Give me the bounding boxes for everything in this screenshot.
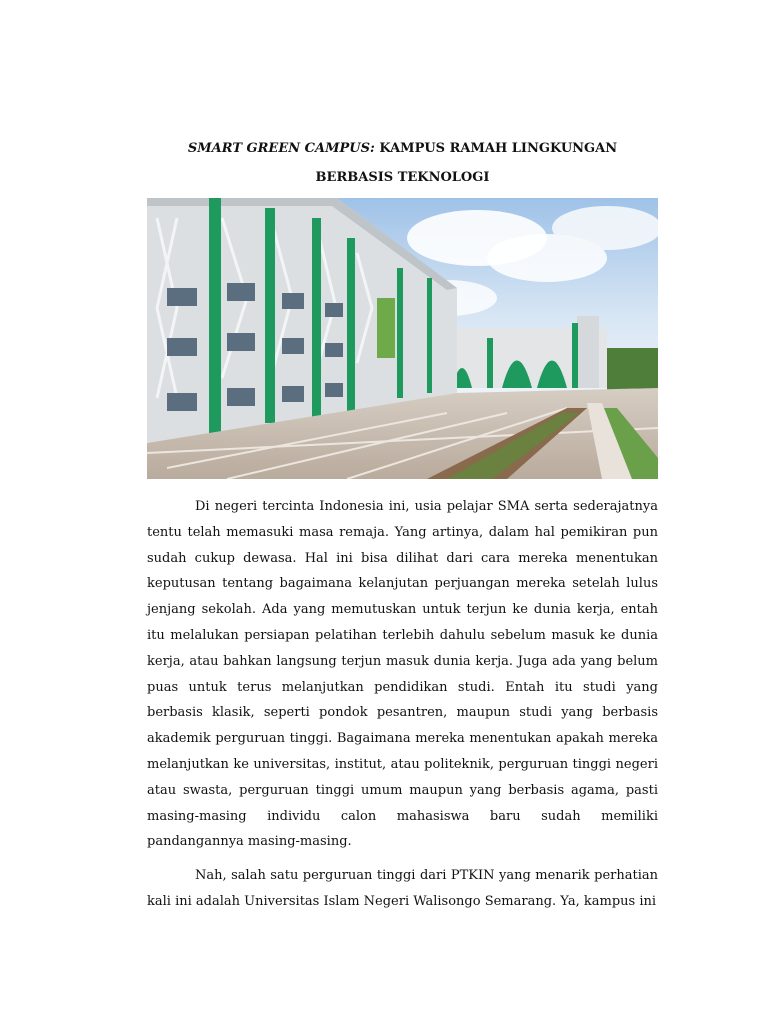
green-pillar	[397, 268, 403, 398]
body-text	[147, 494, 658, 923]
far-tower	[577, 316, 599, 388]
green-pillar	[427, 278, 432, 393]
page-title	[147, 134, 658, 192]
title-rest: KAMPUS RAMAH LINGKUNGAN BERBASIS TEKNOLOGI	[315, 141, 618, 185]
green-pillar	[487, 338, 493, 388]
paragraph-2: Nah, salah satu perguruan tinggi dari PTKIN yang menarik perhatian kali ini adalah Universitas Islam Negeri Walisongo Semarang. Ya, kampus ini	[147, 868, 658, 909]
cloud	[552, 206, 658, 250]
green-pillar	[572, 323, 578, 388]
green-pillar	[347, 238, 355, 413]
campus-photo	[147, 198, 658, 479]
mural-panel	[377, 298, 395, 358]
green-pillar	[312, 218, 321, 418]
green-pillar	[209, 198, 221, 433]
green-pillar	[265, 208, 275, 423]
paragraph-1: Di negeri tercinta Indonesia ini, usia pelajar SMA serta sederajatnya tentu telah memasuki masa remaja. Yang artinya, dalam hal pemikiran pun sudah cukup dewasa. Hal ini bisa dilihat dari cara mereka menentukan keputusan tentang bagaimana kelanjutan perjuangan mereka setelah lulus jenjang sekolah. Ada yang memutuskan untuk terjun ke dunia kerja, entah itu melalukan persiapan pelatihan terlebih dahulu sebelum masuk ke dunia kerja, atau bahkan langsung terjun masuk dunia kerja. Juga ada yang belum puas untuk terus melanjutkan pendidikan studi. Entah itu studi yang berbasis klasik, seperti pondok pesantren, maupun studi yang berbasis akademik perguruan tinggi. Bagaimana mereka menentukan apakah mereka melanjutkan ke universitas, institut, atau politeknik, perguruan tinggi negeri atau swasta, perguruan tinggi umum maupun yang berbasis agama, pasti masing-masing individu calon mahasiswa baru sudah memiliki pandangannya masing-masing.	[147, 499, 658, 850]
campus-photo-illustration	[147, 198, 658, 479]
title-italic: SMART GREEN CAMPUS:	[187, 141, 375, 156]
